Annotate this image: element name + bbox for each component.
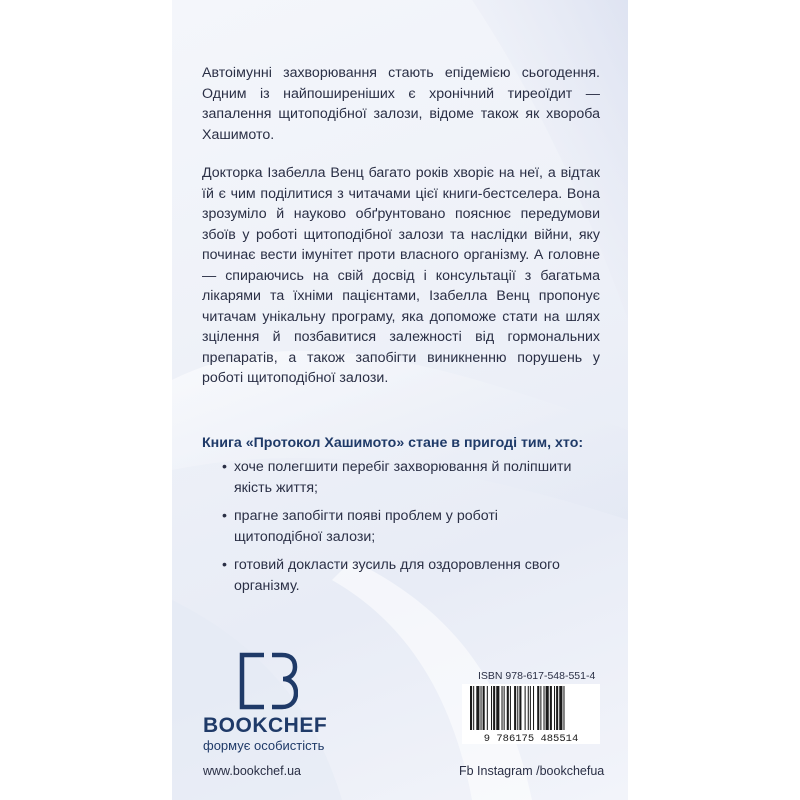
- barcode-bar: [504, 686, 505, 730]
- barcode-bar: [540, 686, 541, 730]
- book-back-cover: [172, 0, 628, 800]
- publisher-social: Fb Instagram /bookchefua: [459, 764, 605, 778]
- barcode-bar: [507, 686, 509, 730]
- barcode-bar: [533, 686, 534, 730]
- publisher-name: BOOKCHEF: [203, 714, 328, 737]
- barcode-bar: [517, 686, 518, 730]
- intro-paragraph: Автоімунні захворювання стають епідемією сьогодення. Одним із найпоширеніших є хронічний тиреоїдит — запалення щитоподібної залози, відоме також як хвороба Хашимото.: [202, 65, 600, 143]
- audience-heading: Книга «Протокол Хашимото» стане в пригоді тим, хто:: [202, 435, 584, 451]
- barcode-bar: [519, 686, 521, 730]
- barcode-bar: [487, 686, 488, 730]
- barcode-bar: [496, 686, 499, 730]
- isbn-barcode: [462, 684, 600, 744]
- barcode-bar: [563, 686, 564, 730]
- barcode-bar: [514, 686, 516, 730]
- barcode-bar: [528, 686, 529, 730]
- barcode-bar: [491, 686, 492, 730]
- barcode-bar: [481, 686, 482, 730]
- barcode-bar: [476, 686, 479, 730]
- barcode-bar: [470, 686, 472, 730]
- barcode-bar: [550, 686, 552, 730]
- list-item: • хоче полегшити перебіг захворювання й поліпшити якість життя;: [222, 457, 582, 499]
- barcode-bar: [525, 686, 526, 730]
- isbn-label: ISBN 978-617-548-551-4: [478, 670, 596, 682]
- barcode-bar: [483, 686, 485, 730]
- publisher-tagline: формує особистість: [203, 738, 325, 753]
- description-paragraph: Докторка Ізабелла Венц багато років хворіє на неї, а відтак їй є чим поділитися з читачами цієї книги-бестселера. Вона зрозуміло й науково обґрунтовано пояснює передумови збоїв у роботі щитоподібної залози та наслідки війни, яку починає вести імунітет проти власного організму. А головне — спираючись на свій досвід і консультації з багатьма лікарями та їхніми пацієнтами, Ізабелла Венц пропонує читачам унікальну програму, яка допоможе стати на шлях зцілення й позбавитися залежності від гормональних препаратів, а також запобігти виникненню порушень у роботі щитоподібної залози.: [202, 165, 600, 386]
- bookchef-logo-icon: [238, 652, 298, 710]
- barcode-bar: [554, 686, 555, 730]
- barcode-bar: [530, 686, 531, 730]
- barcode-bar: [510, 686, 511, 730]
- barcode-bar: [537, 686, 539, 730]
- barcode-bar: [544, 686, 545, 730]
- barcode-bar: [502, 686, 503, 730]
- list-item: • прагне запобігти появі проблем у роботі щитоподібної залози;: [222, 506, 582, 548]
- audience-list: [222, 457, 582, 604]
- barcode-bar: [556, 686, 558, 730]
- publisher-website: www.bookchef.ua: [203, 764, 301, 778]
- barcode-bar: [493, 686, 495, 730]
- barcode-digits: 9 786175 485514: [483, 733, 579, 744]
- barcode-bar: [559, 686, 562, 730]
- barcode-bar: [546, 686, 549, 730]
- list-item: • готовий докласти зусиль для оздоровлення свого організму.: [222, 555, 582, 597]
- barcode-bar: [473, 686, 474, 730]
